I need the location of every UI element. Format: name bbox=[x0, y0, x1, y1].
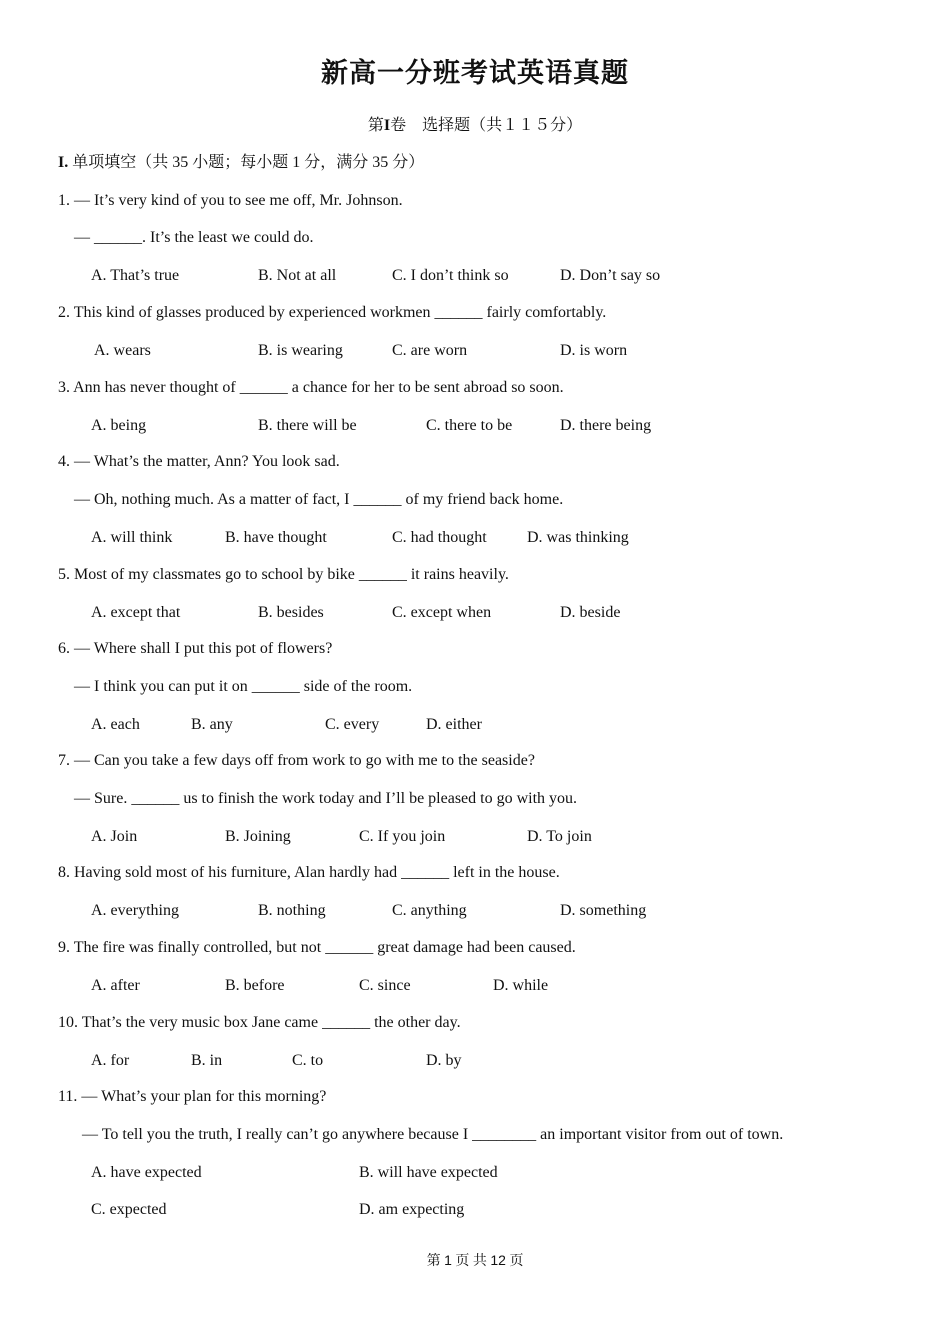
question-4-reply: — Oh, nothing much. As a matter of fact, I ______ of my friend back home. bbox=[74, 491, 564, 508]
question-1-option-d: D. Don’t say so bbox=[560, 267, 661, 284]
question-11-reply: — To tell you the truth, I really can’t go anywhere because I ________ an important visitor from out of town. bbox=[82, 1126, 784, 1143]
current-page-number: 1 bbox=[444, 1252, 452, 1268]
question-9-stem: 9. The fire was finally controlled, but not ______ great damage had been caused. bbox=[58, 939, 576, 956]
question-11-option-c: C. expected bbox=[91, 1201, 167, 1218]
question-4-stem: 4. — What’s the matter, Ann? You look sad. bbox=[58, 453, 340, 470]
question-1-stem: 1. — It’s very kind of you to see me off, Mr. Johnson. bbox=[58, 192, 403, 209]
question-5-option-c: C. except when bbox=[392, 604, 492, 621]
question-11-option-a: A. have expected bbox=[91, 1164, 202, 1181]
question-2-stem: 2. This kind of glasses produced by experienced workmen ______ fairly comfortably. bbox=[58, 304, 607, 321]
part-prefix: 第 bbox=[367, 117, 384, 134]
question-11-option-b: B. will have expected bbox=[359, 1164, 498, 1181]
question-7-option-b: B. Joining bbox=[225, 828, 291, 845]
section-text: 单项填空（共 35 小题；每小题 1 分，满分 35 分） bbox=[72, 154, 425, 171]
question-5-stem: 5. Most of my classmates go to school by bike ______ it rains heavily. bbox=[58, 566, 509, 583]
question-10-option-d: D. by bbox=[426, 1052, 462, 1069]
question-6-option-b: B. any bbox=[191, 716, 233, 733]
part-roman: I bbox=[383, 117, 391, 134]
footer-label-page: 第 bbox=[426, 1254, 441, 1269]
page-footer bbox=[0, 1250, 950, 1272]
question-9-option-d: D. while bbox=[493, 977, 549, 994]
question-6-reply: — I think you can put it on ______ side of the room. bbox=[74, 678, 413, 695]
question-3-option-c: C. there to be bbox=[426, 417, 513, 434]
footer-label-end: 页 bbox=[509, 1254, 524, 1269]
question-6-option-c: C. every bbox=[325, 716, 380, 733]
question-8-option-b: B. nothing bbox=[258, 902, 326, 919]
question-2-option-a: A. wears bbox=[94, 342, 151, 359]
question-3-option-d: D. there being bbox=[560, 417, 652, 434]
question-1-option-a: A. That’s true bbox=[91, 267, 180, 284]
question-9-option-c: C. since bbox=[359, 977, 411, 994]
question-6-option-a: A. each bbox=[91, 716, 140, 733]
question-10-stem: 10. That’s the very music box Jane came ______ the other day. bbox=[58, 1014, 461, 1031]
question-4-option-a: A. will think bbox=[91, 529, 173, 546]
question-1-option-b: B. Not at all bbox=[258, 267, 337, 284]
question-8-option-a: A. everything bbox=[91, 902, 179, 919]
question-11-option-d: D. am expecting bbox=[359, 1201, 465, 1218]
question-3-option-a: A. being bbox=[91, 417, 147, 434]
question-2-option-c: C. are worn bbox=[392, 342, 468, 359]
question-2-option-b: B. is wearing bbox=[258, 342, 343, 359]
question-5-option-a: A. except that bbox=[91, 604, 181, 621]
question-7-stem: 7. — Can you take a few days off from work to go with me to the seaside? bbox=[58, 752, 535, 769]
part-heading bbox=[0, 115, 950, 137]
question-7-option-c: C. If you join bbox=[359, 828, 446, 845]
question-7-option-d: D. To join bbox=[527, 828, 592, 845]
question-5-option-b: B. besides bbox=[258, 604, 324, 621]
question-5-option-d: D. beside bbox=[560, 604, 621, 621]
section-heading bbox=[58, 152, 424, 174]
question-9-option-b: B. before bbox=[225, 977, 285, 994]
question-3-option-b: B. there will be bbox=[258, 417, 357, 434]
question-4-option-c: C. had thought bbox=[392, 529, 487, 546]
question-4-option-d: D. was thinking bbox=[527, 529, 629, 546]
question-9-option-a: A. after bbox=[91, 977, 140, 994]
section-numeral: I. bbox=[58, 154, 69, 171]
page-title: 新高一分班考试英语真题 bbox=[321, 58, 629, 89]
question-10-option-b: B. in bbox=[191, 1052, 223, 1069]
question-1-option-c: C. I don’t think so bbox=[392, 267, 509, 284]
question-11-stem: 11. — What’s your plan for this morning? bbox=[58, 1088, 327, 1105]
question-7-reply: — Sure. ______ us to finish the work today and I’ll be pleased to go with you. bbox=[74, 790, 578, 807]
footer-label-middle: 页 共 bbox=[455, 1254, 487, 1269]
question-4-option-b: B. have thought bbox=[225, 529, 327, 546]
question-8-option-d: D. something bbox=[560, 902, 647, 919]
part-suffix: 卷 选择题（共１１５分） bbox=[390, 117, 583, 134]
question-8-stem: 8. Having sold most of his furniture, Alan hardly had ______ left in the house. bbox=[58, 864, 560, 881]
question-8-option-c: C. anything bbox=[392, 902, 467, 919]
question-10-option-c: C. to bbox=[292, 1052, 324, 1069]
question-3-stem: 3. Ann has never thought of ______ a chance for her to be sent abroad so soon. bbox=[58, 379, 564, 396]
question-6-option-d: D. either bbox=[426, 716, 482, 733]
question-6-stem: 6. — Where shall I put this pot of flowers? bbox=[58, 640, 333, 657]
question-1-reply: — ______. It’s the least we could do. bbox=[74, 229, 314, 246]
question-7-option-a: A. Join bbox=[91, 828, 138, 845]
question-10-option-a: A. for bbox=[91, 1052, 130, 1069]
total-page-count: 12 bbox=[490, 1252, 506, 1268]
question-2-option-d: D. is worn bbox=[560, 342, 628, 359]
